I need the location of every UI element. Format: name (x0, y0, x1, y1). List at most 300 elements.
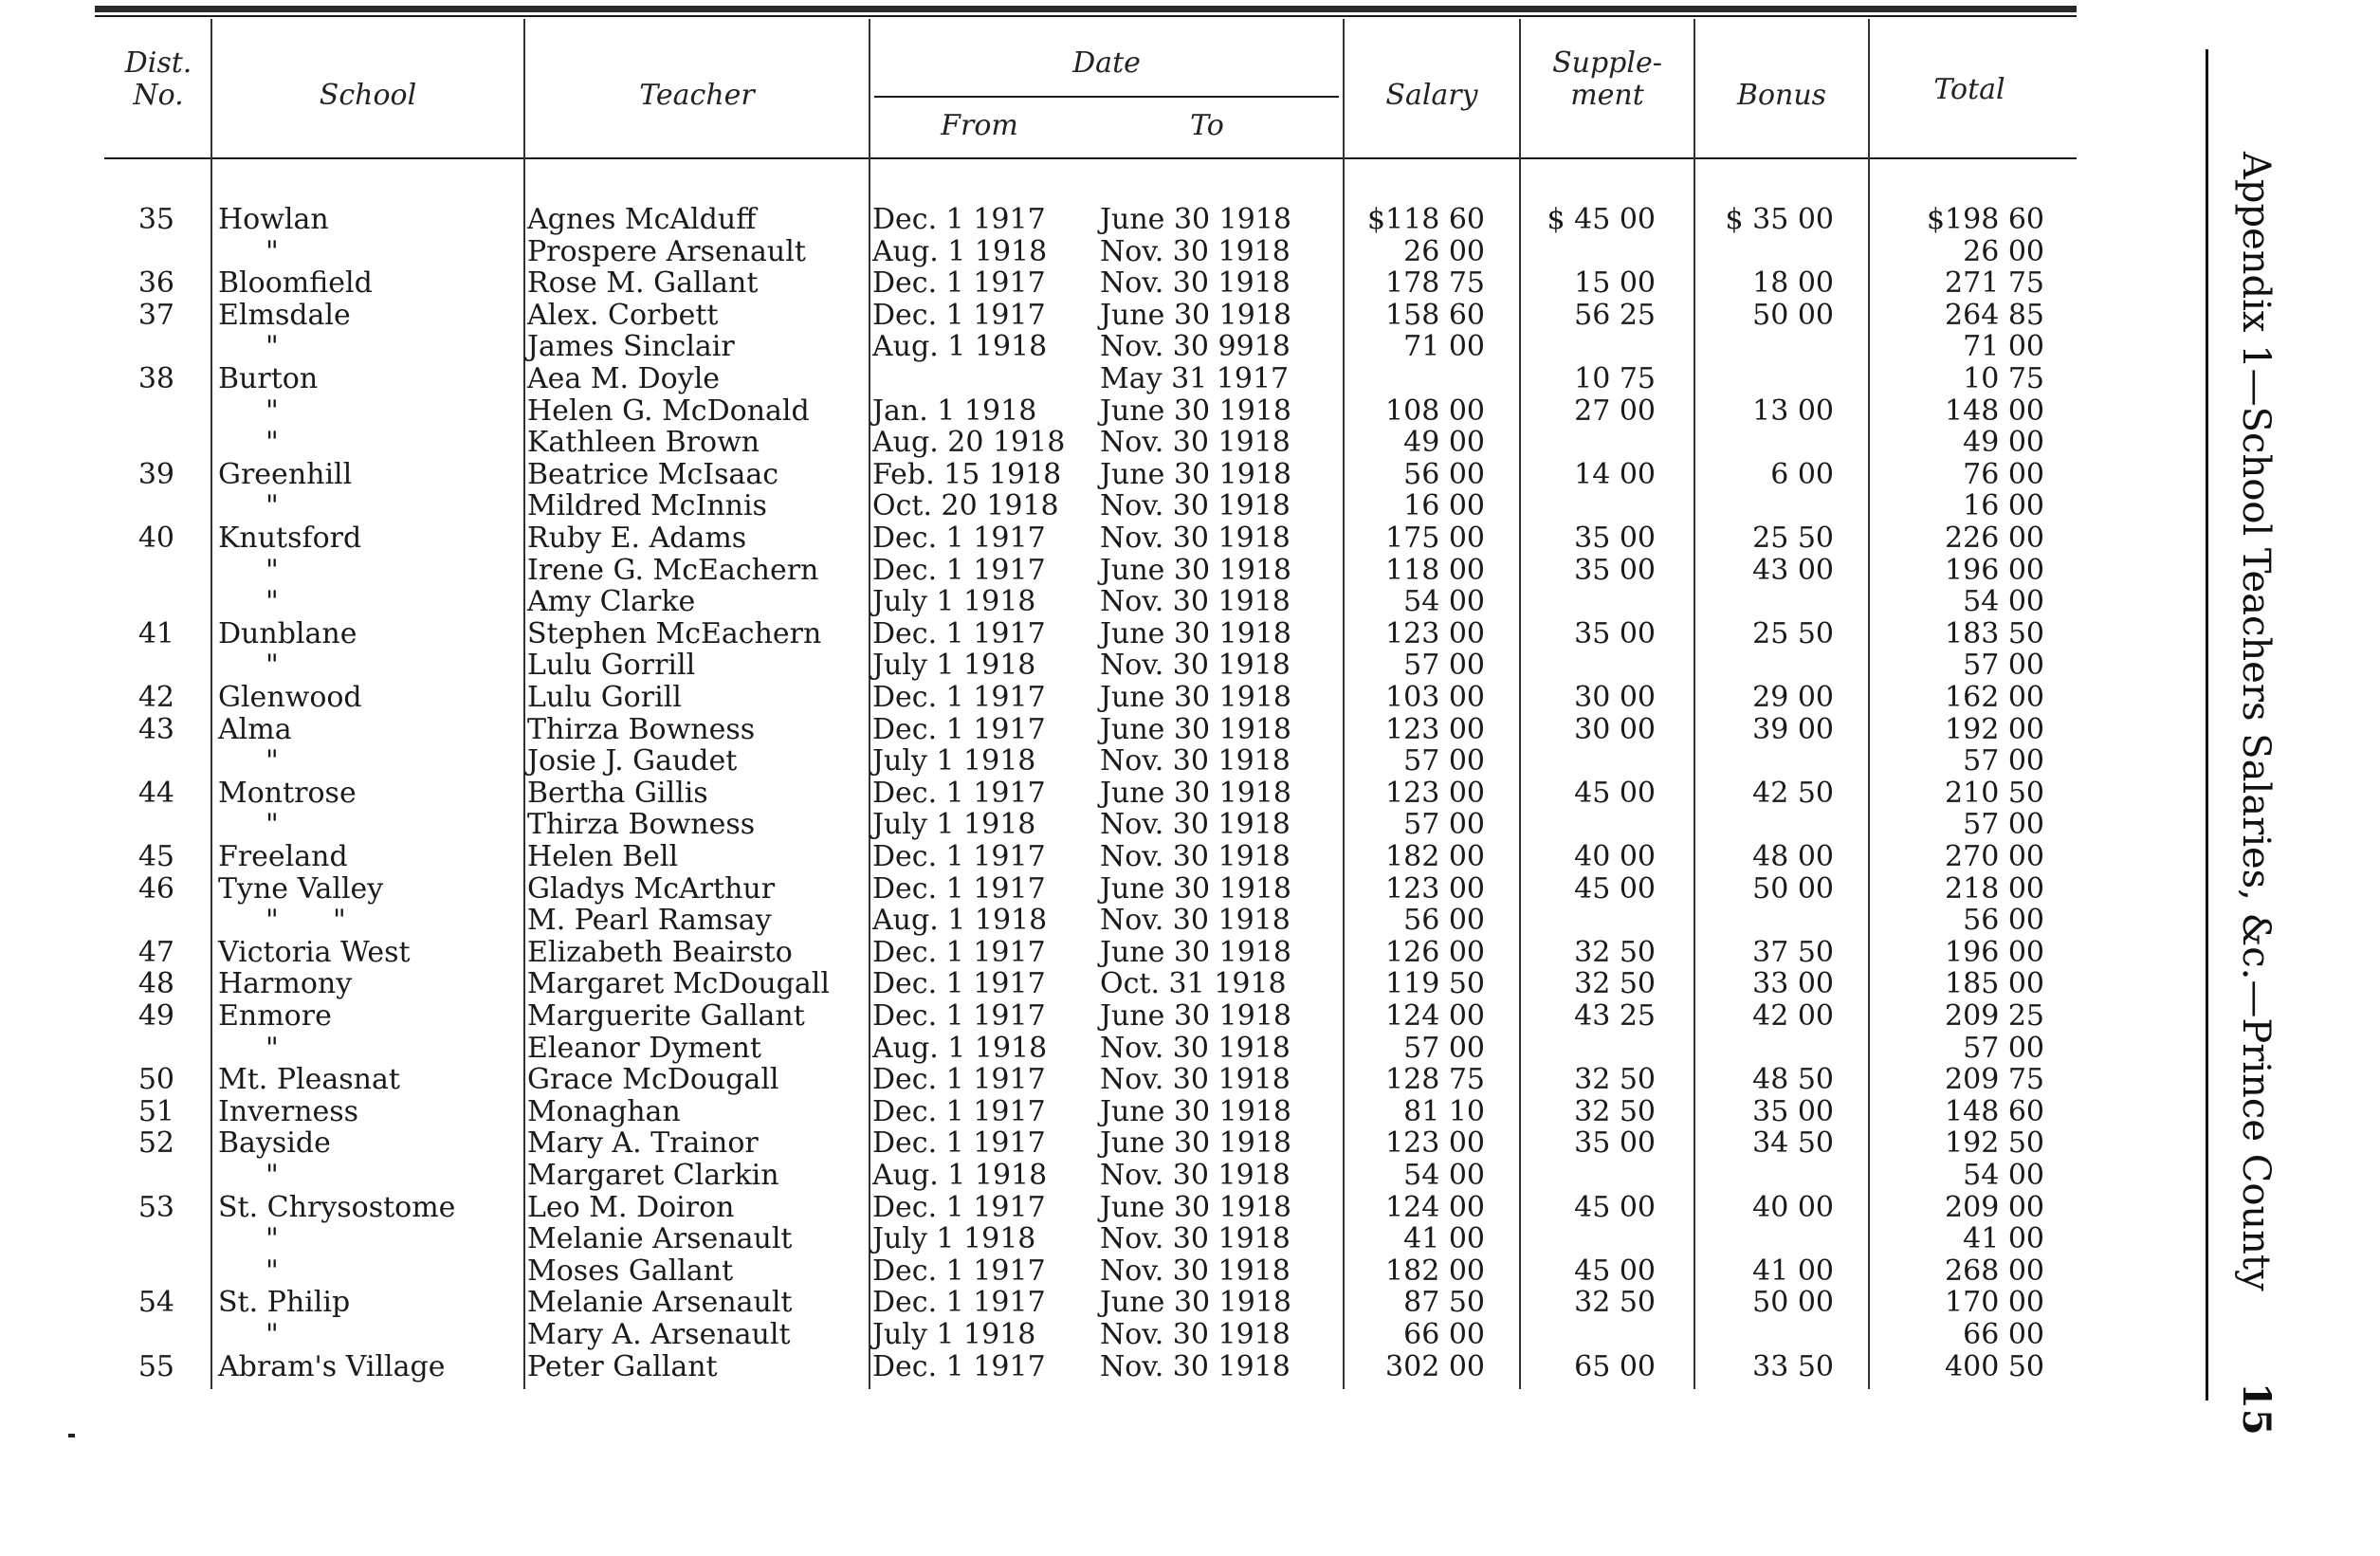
bonus-cell: 43 00 (1752, 553, 1834, 587)
total-cell: 56 00 (1963, 904, 2044, 938)
date-from-cell: Dec. 1 1917 (872, 298, 1046, 332)
date-from-cell: Aug. 1 1918 (872, 1031, 1048, 1065)
total-cell: 54 00 (1963, 1159, 2044, 1192)
date-from-cell: July 1 1918 (872, 808, 1036, 842)
school-cell: Inverness (218, 1094, 359, 1128)
date-to-cell: Nov. 30 1918 (1100, 1349, 1291, 1383)
salary-cell: 302 00 (1385, 1349, 1485, 1383)
date-to-cell: June 30 1918 (1100, 457, 1292, 491)
bonus-cell: 18 00 (1752, 266, 1834, 301)
column-divider (523, 19, 525, 1389)
total-cell: 196 00 (1945, 553, 2044, 587)
page-number: 15 (2234, 1382, 2279, 1436)
bonus-cell: 39 00 (1752, 712, 1834, 746)
dist-number-cell: 44 (137, 776, 174, 810)
school-cell: Victoria West (218, 935, 411, 969)
date-from-cell: Dec. 1 1917 (872, 553, 1046, 587)
salary-cell: 178 75 (1385, 266, 1485, 301)
date-to-cell: Nov. 30 1918 (1100, 1318, 1291, 1351)
total-cell: 268 00 (1945, 1254, 2044, 1288)
total-cell: 192 50 (1945, 1126, 2044, 1161)
total-cell: 218 00 (1945, 871, 2044, 906)
school-cell: Enmore (218, 999, 332, 1033)
teacher-cell: Thirza Bowness (527, 808, 756, 842)
supplement-cell: 35 00 (1574, 553, 1656, 587)
date-to-cell: June 30 1918 (1100, 394, 1292, 428)
school-cell: Freeland (218, 840, 348, 873)
bonus-cell: 29 00 (1752, 681, 1834, 714)
dist-number-cell: 55 (137, 1349, 174, 1383)
supplement-cell: 56 25 (1574, 298, 1656, 332)
date-to-cell: June 30 1918 (1100, 1190, 1292, 1224)
date-to-cell: June 30 1918 (1100, 935, 1292, 969)
supplement-cell: 32 50 (1574, 935, 1656, 969)
date-to-cell: Nov. 30 1918 (1100, 585, 1291, 619)
teacher-cell: Prospere Arsenault (527, 234, 806, 268)
date-to-cell: Nov. 30 1918 (1100, 522, 1291, 555)
header-bonus: Bonus (1736, 79, 1827, 112)
total-cell: 270 00 (1945, 840, 2044, 873)
teacher-cell: Thirza Bowness (527, 712, 756, 746)
school-cell: Howlan (218, 203, 329, 236)
dist-number-cell: 53 (137, 1190, 174, 1224)
date-from-cell: Dec. 1 1917 (872, 1126, 1046, 1161)
date-to-cell: June 30 1918 (1100, 712, 1292, 746)
date-from-cell: Dec. 1 1917 (872, 1094, 1046, 1128)
total-cell: 10 75 (1963, 362, 2044, 395)
total-cell: 196 00 (1945, 935, 2044, 969)
total-cell: 192 00 (1945, 712, 2044, 746)
teacher-cell: Agnes McAlduff (527, 203, 757, 236)
salary-cell: 182 00 (1385, 840, 1485, 873)
top-border-rule-thin (95, 15, 2077, 17)
date-from-cell: Dec. 1 1917 (872, 935, 1046, 969)
dist-number-cell: 48 (137, 967, 174, 1001)
dist-number-cell: 49 (137, 999, 174, 1033)
school-cell: " (265, 585, 279, 619)
dist-number-cell: 39 (137, 457, 174, 491)
total-cell: 210 50 (1945, 776, 2044, 810)
teacher-cell: Leo M. Doiron (527, 1190, 735, 1224)
school-cell: Knutsford (218, 522, 362, 555)
date-header-rule (874, 96, 1339, 98)
school-cell: " (265, 808, 279, 842)
dist-number-cell: 47 (137, 935, 174, 969)
supplement-cell: 30 00 (1574, 681, 1656, 714)
date-from-cell: Dec. 1 1917 (872, 1063, 1046, 1097)
school-cell: " (265, 234, 279, 268)
date-from-cell: Aug. 1 1918 (872, 330, 1048, 364)
teacher-cell: Stephen McEachern (527, 616, 822, 650)
date-from-cell: Aug. 1 1918 (872, 234, 1048, 268)
date-to-cell: Nov. 30 1918 (1100, 1254, 1291, 1288)
total-cell: $198 60 (1926, 203, 2044, 236)
date-to-cell: Nov. 30 1918 (1100, 808, 1291, 842)
teacher-cell: Grace McDougall (527, 1063, 779, 1097)
header-school: School (319, 79, 417, 112)
school-cell: Greenhill (218, 457, 353, 491)
bonus-cell: 6 00 (1770, 457, 1834, 491)
date-from-cell: Dec. 1 1917 (872, 967, 1046, 1001)
bonus-cell: 48 00 (1752, 840, 1834, 873)
total-cell: 41 00 (1963, 1222, 2044, 1256)
date-to-cell: Nov. 30 9918 (1100, 330, 1291, 364)
school-cell: " (265, 744, 279, 778)
total-cell: 57 00 (1963, 808, 2044, 842)
dist-number-cell: 52 (137, 1126, 174, 1161)
bonus-cell: 33 50 (1752, 1349, 1834, 1383)
salary-cell: 175 00 (1385, 522, 1485, 555)
total-cell: 185 00 (1945, 967, 2044, 1001)
teacher-cell: Irene G. McEachern (527, 553, 819, 587)
column-divider (1519, 19, 1521, 1389)
supplement-cell: 45 00 (1574, 871, 1656, 906)
date-to-cell: Nov. 30 1918 (1100, 1031, 1291, 1065)
bonus-cell: 25 50 (1752, 522, 1834, 555)
bonus-cell: 13 00 (1752, 394, 1834, 428)
teacher-cell: Monaghan (527, 1094, 681, 1128)
teacher-cell: Lulu Gorill (527, 681, 682, 714)
header-supple: Supple- (1552, 46, 1662, 80)
header-teacher: Teacher (639, 79, 755, 112)
date-from-cell: July 1 1918 (872, 1222, 1036, 1256)
salary-cell: 57 00 (1403, 649, 1485, 683)
salary-cell: 56 00 (1403, 904, 1485, 938)
school-cell: Elmsdale (218, 298, 351, 332)
column-divider (869, 19, 870, 1389)
teacher-cell: Aea M. Doyle (527, 362, 721, 395)
date-from-cell: July 1 1918 (872, 585, 1036, 619)
teacher-cell: Eleanor Dyment (527, 1031, 761, 1065)
total-cell: 209 00 (1945, 1190, 2044, 1224)
salary-cell: 71 00 (1403, 330, 1485, 364)
header-total: Total (1933, 73, 2005, 106)
print-mark (68, 1434, 75, 1437)
date-from-cell: Aug. 20 1918 (872, 426, 1066, 460)
school-cell: St. Philip (218, 1286, 351, 1320)
total-cell: 148 00 (1945, 394, 2044, 428)
salary-cell: 123 00 (1385, 776, 1485, 810)
dist-number-cell: 54 (137, 1286, 174, 1320)
school-cell: Harmony (218, 967, 353, 1001)
salary-cell: 41 00 (1403, 1222, 1485, 1256)
side-rule (2206, 49, 2208, 1400)
teacher-cell: M. Pearl Ramsay (527, 904, 772, 938)
date-to-cell: Oct. 31 1918 (1100, 967, 1287, 1001)
dist-number-cell: 41 (137, 616, 174, 650)
salary-cell: 66 00 (1403, 1318, 1485, 1351)
teacher-cell: Margaret Clarkin (527, 1159, 779, 1192)
date-from-cell: Dec. 1 1917 (872, 616, 1046, 650)
teacher-cell: Helen Bell (527, 840, 679, 873)
salary-cell: 128 75 (1385, 1063, 1485, 1097)
school-cell: " (265, 330, 279, 364)
salary-cell: 123 00 (1385, 871, 1485, 906)
salary-cell: 87 50 (1403, 1286, 1485, 1320)
bonus-cell: 34 50 (1752, 1126, 1834, 1161)
teacher-cell: Kathleen Brown (527, 426, 760, 460)
salary-cell: 118 00 (1385, 553, 1485, 587)
bonus-cell: 35 00 (1752, 1094, 1834, 1128)
date-to-cell: Nov. 30 1918 (1100, 234, 1291, 268)
school-cell: Bayside (218, 1126, 331, 1161)
date-to-cell: Nov. 30 1918 (1100, 1159, 1291, 1192)
teacher-cell: Beatrice McIsaac (527, 457, 779, 491)
date-to-cell: Nov. 30 1918 (1100, 1222, 1291, 1256)
dist-number-cell: 45 (137, 840, 174, 873)
teacher-cell: Moses Gallant (527, 1254, 734, 1288)
salary-cell: 124 00 (1385, 999, 1485, 1033)
salary-cell: 56 00 (1403, 457, 1485, 491)
date-to-cell: June 30 1918 (1100, 1126, 1292, 1161)
date-from-cell: Dec. 1 1917 (872, 1190, 1046, 1224)
teacher-cell: Amy Clarke (527, 585, 696, 619)
salary-cell: 57 00 (1403, 1031, 1485, 1065)
bonus-cell: 41 00 (1752, 1254, 1834, 1288)
total-cell: 26 00 (1963, 234, 2044, 268)
date-from-cell: Dec. 1 1917 (872, 522, 1046, 555)
bonus-cell: 48 50 (1752, 1063, 1834, 1097)
school-cell: Glenwood (218, 681, 362, 714)
school-cell: St. Chrysostome (218, 1190, 456, 1224)
date-from-cell: Dec. 1 1917 (872, 681, 1046, 714)
supplement-cell: 40 00 (1574, 840, 1656, 873)
total-cell: 226 00 (1945, 522, 2044, 555)
total-cell: 209 25 (1945, 999, 2044, 1033)
teacher-cell: Melanie Arsenault (527, 1222, 793, 1256)
total-cell: 170 00 (1945, 1286, 2044, 1320)
supplement-cell: 45 00 (1574, 1254, 1656, 1288)
date-from-cell: Dec. 1 1917 (872, 840, 1046, 873)
total-cell: 71 00 (1963, 330, 2044, 364)
date-from-cell: Dec. 1 1917 (872, 266, 1046, 301)
date-from-cell: Dec. 1 1917 (872, 203, 1046, 236)
date-to-cell: June 30 1918 (1100, 999, 1292, 1033)
salary-cell: 124 00 (1385, 1190, 1485, 1224)
date-to-cell: June 30 1918 (1100, 681, 1292, 714)
header-date: Date (1072, 46, 1141, 80)
supplement-cell: 65 00 (1574, 1349, 1656, 1383)
total-cell: 183 50 (1945, 616, 2044, 650)
bonus-cell: 33 00 (1752, 967, 1834, 1001)
date-to-cell: Nov. 30 1918 (1100, 266, 1291, 301)
date-from-cell: Dec. 1 1917 (872, 1254, 1046, 1288)
teacher-cell: Margaret McDougall (527, 967, 830, 1001)
top-border-rule (95, 6, 2077, 12)
bonus-cell: 37 50 (1752, 935, 1834, 969)
dist-number-cell: 50 (137, 1063, 174, 1097)
teacher-cell: Marguerite Gallant (527, 999, 805, 1033)
total-cell: 16 00 (1963, 489, 2044, 523)
dist-number-cell: 51 (137, 1094, 174, 1128)
supplement-cell: 35 00 (1574, 616, 1656, 650)
supplement-cell: 32 50 (1574, 1286, 1656, 1320)
teacher-cell: Mary A. Trainor (527, 1126, 759, 1161)
supplement-cell: 32 50 (1574, 1063, 1656, 1097)
supplement-cell: 35 00 (1574, 522, 1656, 555)
date-to-cell: June 30 1918 (1100, 1094, 1292, 1128)
teacher-cell: Bertha Gillis (527, 776, 708, 810)
salary-cell: 54 00 (1403, 1159, 1485, 1192)
date-from-cell: Aug. 1 1918 (872, 1159, 1048, 1192)
salary-cell: 123 00 (1385, 712, 1485, 746)
salary-cell: 123 00 (1385, 1126, 1485, 1161)
school-cell: " (265, 649, 279, 683)
date-to-cell: Nov. 30 1918 (1100, 1063, 1291, 1097)
school-cell: Alma (218, 712, 292, 746)
date-from-cell: July 1 1918 (872, 1318, 1036, 1351)
supplement-cell: 27 00 (1574, 394, 1656, 428)
salary-cell: 182 00 (1385, 1254, 1485, 1288)
salary-cell: 126 00 (1385, 935, 1485, 969)
date-to-cell: Nov. 30 1918 (1100, 426, 1291, 460)
salary-cell: 54 00 (1403, 585, 1485, 619)
column-divider (1343, 19, 1345, 1389)
teacher-cell: Ruby E. Adams (527, 522, 747, 555)
school-cell: " (265, 1031, 279, 1065)
total-cell: 57 00 (1963, 649, 2044, 683)
supplement-cell: 35 00 (1574, 1126, 1656, 1161)
teacher-cell: Melanie Arsenault (527, 1286, 793, 1320)
date-from-cell: Feb. 15 1918 (872, 457, 1062, 491)
salary-cell: 123 00 (1385, 616, 1485, 650)
salary-cell: 108 00 (1385, 394, 1485, 428)
date-to-cell: June 30 1918 (1100, 871, 1292, 906)
salary-cell: 49 00 (1403, 426, 1485, 460)
date-to-cell: Nov. 30 1918 (1100, 904, 1291, 938)
dist-number-cell: 46 (137, 871, 174, 906)
school-cell: " (265, 426, 279, 460)
supplement-cell: 15 00 (1574, 266, 1656, 301)
supplement-cell: 45 00 (1574, 1190, 1656, 1224)
supplement-cell: 43 25 (1574, 999, 1656, 1033)
salary-cell: 26 00 (1403, 234, 1485, 268)
date-from-cell: Dec. 1 1917 (872, 1349, 1046, 1383)
school-cell: " (265, 1254, 279, 1288)
school-cell: " (265, 1318, 279, 1351)
supplement-cell: 32 50 (1574, 1094, 1656, 1128)
date-from-cell: Dec. 1 1917 (872, 712, 1046, 746)
total-cell: 209 75 (1945, 1063, 2044, 1097)
date-to-cell: Nov. 30 1918 (1100, 840, 1291, 873)
header-from: From (941, 109, 1018, 142)
bonus-cell: 40 00 (1752, 1190, 1834, 1224)
bonus-cell: 50 00 (1752, 871, 1834, 906)
bonus-cell: 50 00 (1752, 1286, 1834, 1320)
date-to-cell: June 30 1918 (1100, 776, 1292, 810)
date-from-cell: Dec. 1 1917 (872, 776, 1046, 810)
total-cell: 57 00 (1963, 1031, 2044, 1065)
teacher-cell: Mildred McInnis (527, 489, 767, 523)
total-cell: 54 00 (1963, 585, 2044, 619)
total-cell: 57 00 (1963, 744, 2044, 778)
date-to-cell: Nov. 30 1918 (1100, 489, 1291, 523)
teacher-cell: Rose M. Gallant (527, 266, 759, 301)
teacher-cell: Peter Gallant (527, 1349, 718, 1383)
column-divider (211, 19, 212, 1389)
supplement-cell: 32 50 (1574, 967, 1656, 1001)
school-cell: " (265, 1222, 279, 1256)
total-cell: 264 85 (1945, 298, 2044, 332)
date-from-cell: Aug. 1 1918 (872, 904, 1048, 938)
dist-number-cell: 40 (137, 522, 174, 555)
salary-cell: 158 60 (1385, 298, 1485, 332)
header-no: No. (133, 79, 184, 112)
date-from-cell: Dec. 1 1917 (872, 1286, 1046, 1320)
teacher-cell: Josie J. Gaudet (527, 744, 738, 778)
total-cell: 66 00 (1963, 1318, 2044, 1351)
supplement-cell: 14 00 (1574, 457, 1656, 491)
bonus-cell: 42 00 (1752, 999, 1834, 1033)
salary-cell: $118 60 (1366, 203, 1485, 236)
teacher-cell: Gladys McArthur (527, 871, 776, 906)
teacher-cell: Mary A. Arsenault (527, 1318, 791, 1351)
header-bottom-rule (104, 157, 2077, 159)
school-cell: Montrose (218, 776, 357, 810)
salary-cell: 103 00 (1385, 681, 1485, 714)
school-cell: " (265, 394, 279, 428)
supplement-cell: $ 45 00 (1547, 203, 1656, 236)
dist-number-cell: 35 (137, 203, 174, 236)
teacher-cell: Lulu Gorrill (527, 649, 696, 683)
date-to-cell: June 30 1918 (1100, 616, 1292, 650)
school-cell: " (265, 1159, 279, 1192)
supplement-cell: 10 75 (1574, 362, 1656, 395)
date-from-cell: Jan. 1 1918 (872, 394, 1037, 428)
total-cell: 271 75 (1945, 266, 2044, 301)
school-cell: Mt. Pleasnat (218, 1063, 400, 1097)
teacher-cell: James Sinclair (527, 330, 735, 364)
dist-number-cell: 38 (137, 362, 174, 395)
date-to-cell: Nov. 30 1918 (1100, 744, 1291, 778)
running-title: Appendix 1—School Teachers Salaries, &c.—Prince County (2234, 152, 2278, 1291)
total-cell: 49 00 (1963, 426, 2044, 460)
bonus-cell: $ 35 00 (1725, 203, 1834, 236)
header-salary: Salary (1385, 79, 1478, 112)
bonus-cell: 50 00 (1752, 298, 1834, 332)
school-cell: Burton (218, 362, 319, 395)
dist-number-cell: 36 (137, 266, 174, 301)
teacher-cell: Elizabeth Beairsto (527, 935, 793, 969)
header-dist: Dist. (124, 46, 192, 80)
bonus-cell: 25 50 (1752, 616, 1834, 650)
teacher-cell: Helen G. McDonald (527, 394, 810, 428)
school-cell: " (265, 553, 279, 587)
total-cell: 162 00 (1945, 681, 2044, 714)
school-cell: Dunblane (218, 616, 357, 650)
dist-number-cell: 37 (137, 298, 174, 332)
date-to-cell: June 30 1918 (1100, 1286, 1292, 1320)
total-cell: 148 60 (1945, 1094, 2044, 1128)
date-to-cell: June 30 1918 (1100, 203, 1292, 236)
date-from-cell: Dec. 1 1917 (872, 999, 1046, 1033)
total-cell: 76 00 (1963, 457, 2044, 491)
column-divider (1693, 19, 1695, 1389)
bonus-cell: 42 50 (1752, 776, 1834, 810)
salary-cell: 119 50 (1385, 967, 1485, 1001)
teacher-cell: Alex. Corbett (527, 298, 719, 332)
total-cell: 400 50 (1945, 1349, 2044, 1383)
date-to-cell: June 30 1918 (1100, 298, 1292, 332)
dist-number-cell: 43 (137, 712, 174, 746)
supplement-cell: 30 00 (1574, 712, 1656, 746)
salary-cell: 57 00 (1403, 744, 1485, 778)
date-to-cell: Nov. 30 1918 (1100, 649, 1291, 683)
supplement-cell: 45 00 (1574, 776, 1656, 810)
school-cell: Tyne Valley (218, 871, 384, 906)
header-ment: ment (1570, 79, 1644, 112)
school-cell: " (265, 489, 279, 523)
